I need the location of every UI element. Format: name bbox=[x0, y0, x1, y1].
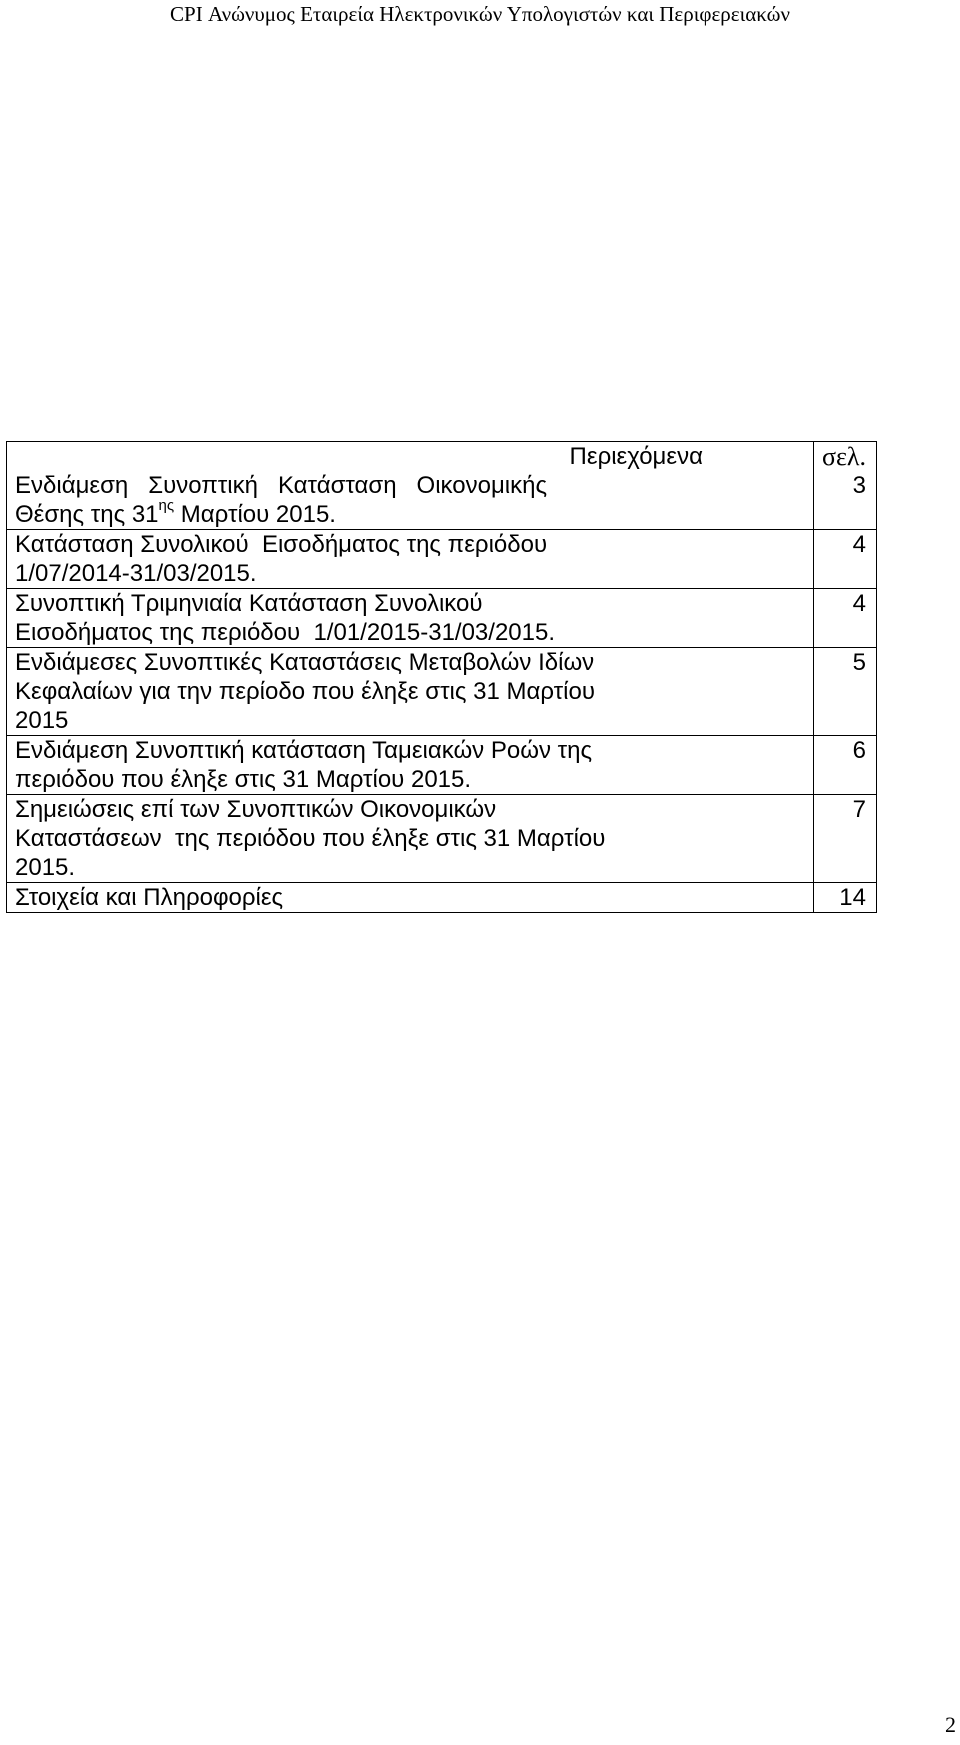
toc-entry-title bbox=[7, 795, 814, 883]
toc-page-label: σελ. bbox=[813, 442, 876, 472]
toc-entry-text: Μαρτίου 2015. bbox=[174, 501, 336, 528]
toc-entry-page: 14 bbox=[813, 883, 876, 913]
toc-entry-line: Ενδιάμεση Συνοπτική κατάσταση Ταμειακών Ροών της bbox=[15, 737, 593, 764]
toc-entry bbox=[7, 795, 877, 883]
toc-entry-title bbox=[7, 471, 814, 530]
toc-entry bbox=[7, 530, 877, 589]
toc-entry-page: 4 bbox=[813, 530, 876, 589]
toc-entry-title bbox=[7, 648, 814, 736]
toc-entry-line: Κατάσταση Συνολικού Εισοδήματος της περιόδου bbox=[15, 531, 548, 558]
ordinal-suffix: ης bbox=[158, 497, 175, 514]
toc-entry-line: Συνοπτική Τριμηνιαία Κατάσταση Συνολικού bbox=[15, 590, 483, 617]
toc-entry-title bbox=[7, 530, 814, 589]
toc-entry-line: Στοιχεία και Πληροφορίες bbox=[15, 884, 284, 911]
toc-entry-line: Εισοδήματος της περιόδου 1/01/2015-31/03/2015. bbox=[15, 619, 555, 646]
toc-title: Περιεχόμενα bbox=[7, 442, 814, 472]
toc-entry-line bbox=[15, 497, 336, 528]
toc-heading-row bbox=[7, 442, 877, 472]
toc-entry-line: 2015 bbox=[15, 707, 69, 734]
toc-entry-line: Ενδιάμεσες Συνοπτικές Καταστάσεις Μεταβολών Ιδίων bbox=[15, 649, 595, 676]
page-number: 2 bbox=[945, 1712, 956, 1737]
toc-entry-title bbox=[7, 883, 814, 913]
toc-entry-line: 1/07/2014-31/03/2015. bbox=[15, 560, 257, 587]
toc-entry-line: Σημειώσεις επί των Συνοπτικών Οικονομικών bbox=[15, 796, 497, 823]
toc-entry-title bbox=[7, 736, 814, 795]
toc-entry bbox=[7, 471, 877, 530]
toc-entry-line: Κεφαλαίων για την περίοδο που έληξε στις 31 Μαρτίου bbox=[15, 678, 595, 705]
toc-entry-line: 2015. bbox=[15, 854, 76, 881]
toc-entry-text: Θέσης της 31 bbox=[15, 501, 159, 528]
toc-entry bbox=[7, 883, 877, 913]
table-of-contents bbox=[6, 441, 877, 913]
toc-entry-line: Καταστάσεων της περιόδου που έληξε στις 31 Μαρτίου bbox=[15, 825, 606, 852]
toc-entry bbox=[7, 736, 877, 795]
toc-entry-title bbox=[7, 589, 814, 648]
page-header: CPI Ανώνυμος Εταιρεία Ηλεκτρονικών Υπολογιστών και Περιφερειακών bbox=[170, 2, 790, 26]
toc-entry-page: 4 bbox=[813, 589, 876, 648]
toc-entry-line: περιόδου που έληξε στις 31 Μαρτίου 2015. bbox=[15, 766, 472, 793]
toc-entry-page: 5 bbox=[813, 648, 876, 736]
toc-entry bbox=[7, 589, 877, 648]
toc-entry-line: Ενδιάμεση Συνοπτική Κατάσταση Οικονομικής bbox=[15, 472, 548, 499]
toc-entry bbox=[7, 648, 877, 736]
toc-entry-page: 7 bbox=[813, 795, 876, 883]
toc-entry-page: 6 bbox=[813, 736, 876, 795]
toc-entry-page: 3 bbox=[813, 471, 876, 530]
